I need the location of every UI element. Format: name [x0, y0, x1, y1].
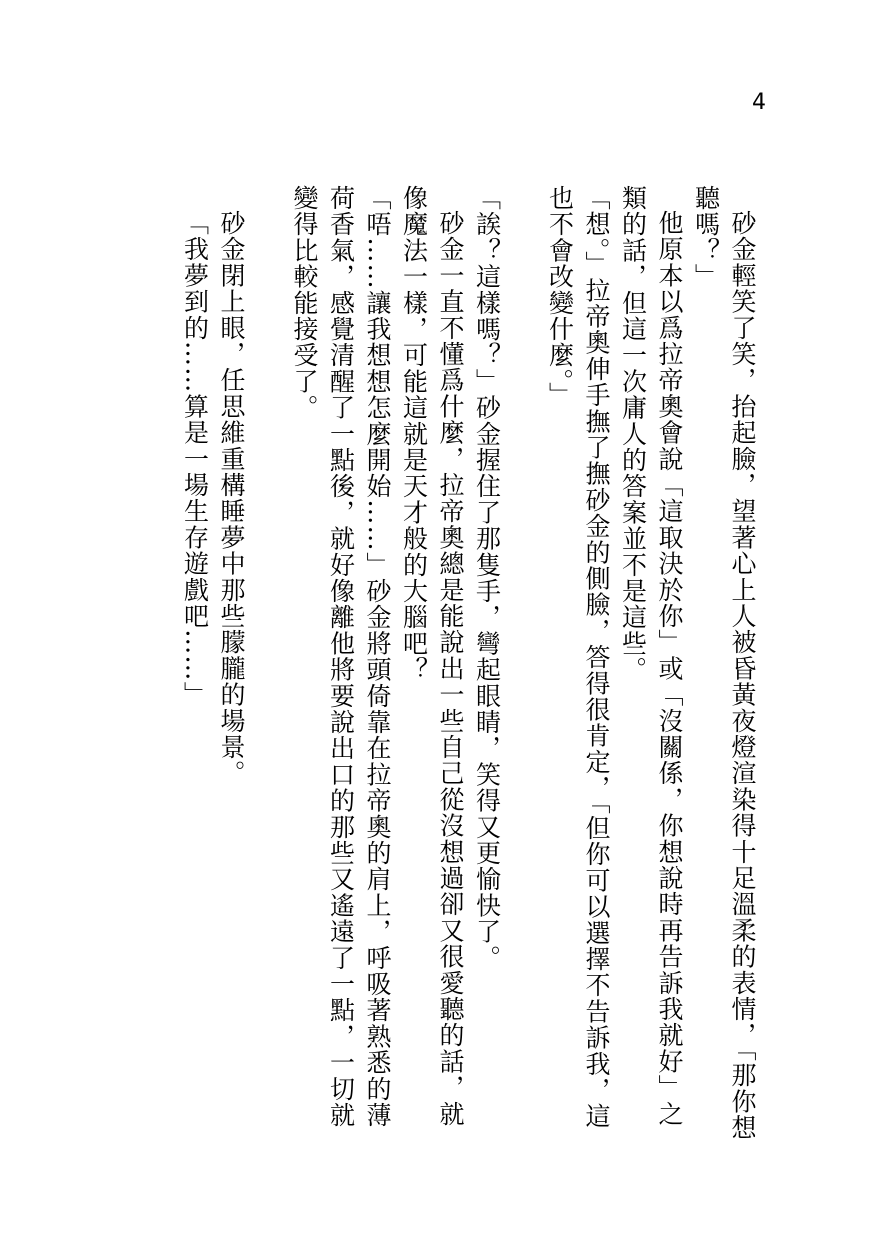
paragraph-spacer	[505, 185, 542, 1145]
paragraph: 「我夢到的……算是一場生存遊戲吧……」	[180, 210, 210, 708]
paragraph: 「唔……讓我想想怎麼開始……」砂金將頭倚靠在拉帝奧的肩上，呼吸著熟悉的薄荷香氣，感覺清醒了一點後，就好像離他將要說出口的那些又遙遠了一點，一切就變得比較能接受了。	[290, 185, 392, 1129]
paragraph: 砂金輕笑了笑，抬起臉，望著心上人被昏黃夜燈渲染得十足溫柔的表情，「那你想聽嗎？」	[691, 185, 757, 1141]
paragraph: 「想。」拉帝奧伸手撫了撫砂金的側臉，答得很肯定，「但你可以選擇不告訴我，這也不會改變什麼。」	[545, 185, 611, 1130]
paragraph: 砂金一直不懂爲什麼，拉帝奧總是能說出一些自己從沒想過卻又很愛聽的話，就像魔法一樣，可能這就是天才般的大腦吧？	[399, 185, 465, 1127]
page-number: 4	[752, 90, 766, 115]
paragraph: 砂金閉上眼，任思維重構睡夢中那些朦朧的場景。	[217, 210, 246, 787]
paragraph-spacer	[249, 185, 286, 1145]
paragraph: 他原本以爲拉帝奧會說「這取決於你」或「沒關係，你想說時再告訴我就好」之類的話，但這一次庸人的答案並不是這些。	[618, 185, 684, 1127]
paragraph: 「誒？這樣嗎？」砂金握住了那隻手，彎起眼睛，笑得又更愉快了。	[472, 185, 502, 971]
body-text	[176, 185, 760, 1145]
